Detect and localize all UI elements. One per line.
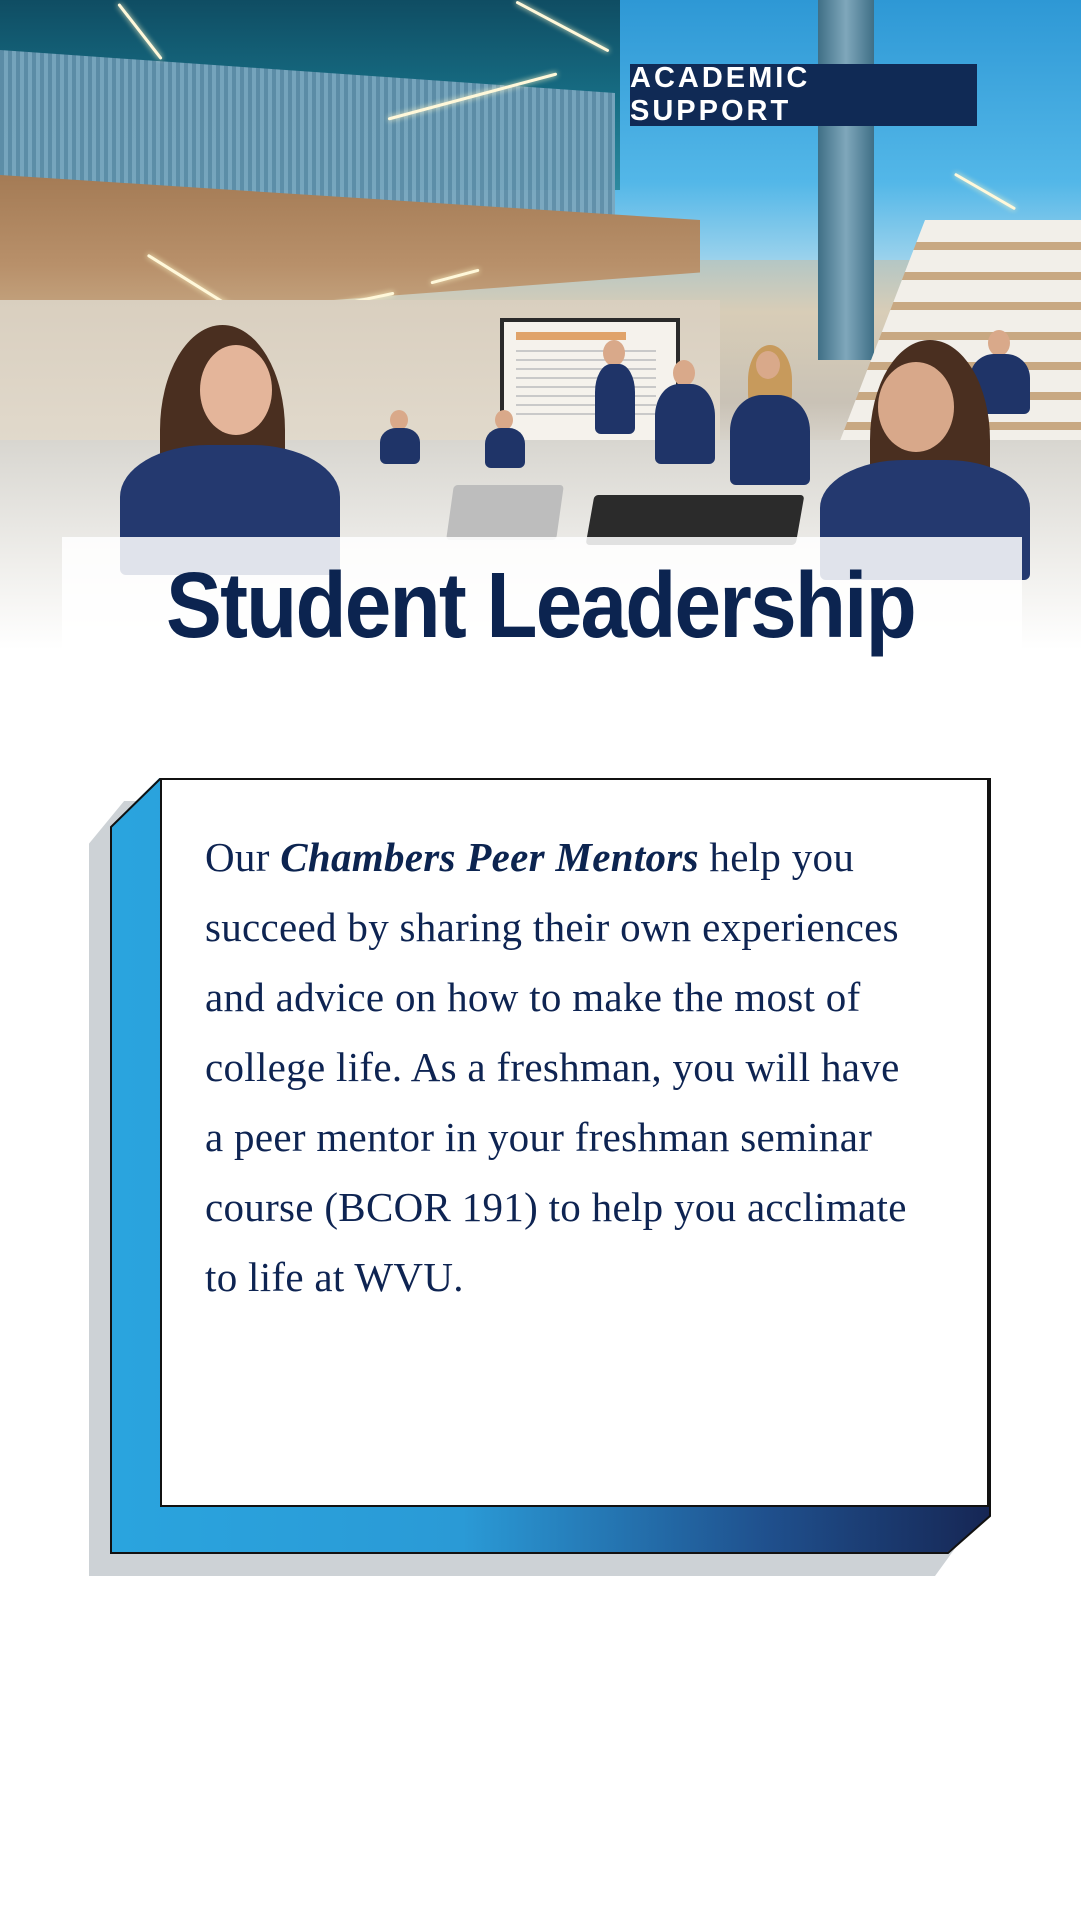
card-body-text [205,822,925,1312]
section-tag: ACADEMIC SUPPORT [630,64,977,126]
student-figure [380,410,420,470]
student-figure [485,410,525,480]
body-emphasis: Chambers Peer Mentors [280,834,699,880]
student-left [120,325,350,555]
student-figure [730,345,810,505]
page-title: Student Leadership [166,553,915,657]
body-rest: help you succeed by sharing their own experiences and advice on how to make the most of college life. As a freshman, you will have a peer mentor in your freshman seminar course (BCOR 191) to help you acclimate to life at WVU. [205,834,907,1300]
body-intro: Our [205,834,270,880]
student-figure [595,340,635,500]
display-screen [500,318,680,444]
student-right [800,340,1030,560]
column [818,0,874,360]
student-figure [655,360,715,500]
laptop [446,485,564,540]
